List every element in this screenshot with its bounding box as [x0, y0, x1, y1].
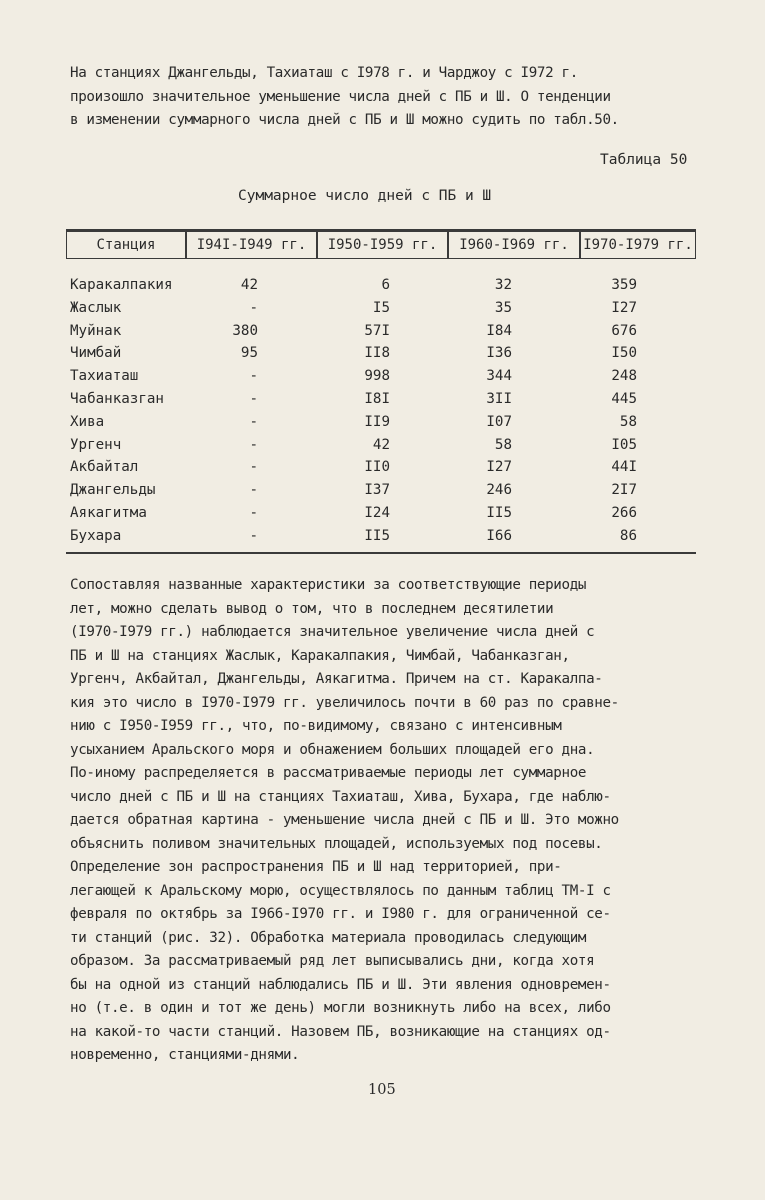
header-period-1960: I960-I969 гг. — [448, 231, 580, 259]
value-1941-cell: - — [249, 459, 258, 476]
body-line: (I970-I979 гг.) наблюдается значительное увеличение числа дней с — [70, 624, 595, 640]
value-1970-cell: 44I — [611, 459, 637, 476]
value-1950-cell: 42 — [372, 436, 390, 453]
body-line: Определение зон распространения ПБ и Ш над территорией, при- — [70, 859, 562, 875]
value-1941-cell: - — [249, 436, 258, 453]
body-line: легающей к Аральскому морю, осуществлялось по данным таблиц ТМ-I с — [70, 882, 611, 899]
table-caption: Таблица 50 — [600, 152, 688, 168]
station-name-cell: Жаслык — [70, 299, 122, 316]
station-name-cell: Акбайтал — [70, 459, 139, 476]
value-1941-cell: - — [249, 413, 258, 430]
value-1941-cell: - — [249, 505, 258, 521]
body-line: Сопоставляя названные характеристики за соответствующие периоды — [70, 577, 587, 593]
table-row — [70, 459, 690, 482]
value-1950-cell: II0 — [364, 459, 390, 476]
value-1970-cell: 86 — [619, 527, 637, 544]
header-period-1970: I970-I979 гг. — [580, 231, 696, 259]
value-1950-cell: II8 — [364, 345, 390, 362]
station-name-cell: Тахиаташ — [70, 368, 139, 385]
table-row — [70, 277, 690, 300]
body-line: нию с I950-I959 гг., что, по-видимому, связано с интенсивным — [70, 718, 562, 734]
value-1950-cell: I8I — [364, 391, 390, 407]
station-name-cell: Чимбай — [70, 345, 122, 362]
value-1941-cell: - — [249, 299, 258, 316]
station-name-cell: Хива — [70, 413, 105, 430]
body-line: ПБ и Ш на станциях Жаслык, Каракалпакия, Чимбай, Чабанказган, — [70, 647, 570, 664]
value-1960-cell: 246 — [486, 482, 512, 499]
body-line: на какой-то части станций. Назовем ПБ, возникающие на станциях од- — [70, 1023, 611, 1040]
body-line: февраля по октябрь за I966-I970 гг. и I980 г. для ограниченной се- — [70, 906, 611, 922]
body-line: дается обратная картина - уменьшение числа дней с ПБ и Ш. Это можно — [70, 812, 619, 828]
body-line: Ургенч, Акбайтал, Джангельды, Аякагитма. Причем на ст. Каракалпа- — [70, 671, 603, 687]
value-1941-cell: 42 — [240, 277, 258, 293]
body-line: объяснить поливом значительных площадей, используемых под посевы. — [70, 835, 603, 852]
value-1970-cell: 359 — [611, 277, 637, 293]
body-line: По-иному распределяется в рассматриваемые периоды лет суммарное — [70, 765, 587, 781]
value-1941-cell: - — [249, 391, 258, 407]
body-line: усыханием Аральского моря и обнажением больших площадей его дна. — [70, 741, 595, 758]
body-line: кия это число в I970-I979 гг. увеличилось почти в 60 раз по сравне- — [70, 694, 619, 711]
value-1960-cell: 32 — [494, 277, 512, 293]
value-1970-cell: I05 — [611, 436, 637, 453]
header-period-1941: I94I-I949 гг. — [186, 231, 317, 259]
value-1941-cell: 380 — [232, 322, 258, 339]
value-1950-cell: I5 — [372, 299, 390, 316]
station-name-cell: Ургенч — [70, 436, 122, 453]
value-1950-cell: 6 — [381, 277, 390, 293]
station-name-cell: Чабанказган — [70, 391, 164, 407]
table-row — [70, 323, 690, 346]
table-row — [70, 414, 690, 437]
table-row — [70, 391, 690, 414]
value-1970-cell: I27 — [611, 299, 637, 316]
station-name-cell: Каракалпакия — [70, 277, 173, 293]
value-1970-cell: 58 — [619, 413, 637, 430]
station-name-cell: Муйнак — [70, 322, 122, 339]
value-1960-cell: I27 — [486, 459, 512, 476]
value-1941-cell: 95 — [240, 345, 258, 362]
station-name-cell: Бухара — [70, 527, 122, 544]
value-1960-cell: 344 — [486, 368, 512, 385]
value-1960-cell: 35 — [494, 299, 512, 316]
intro-line: в изменении суммарного числа дней с ПБ и Ш можно судить по табл.50. — [70, 112, 619, 128]
table-row — [70, 345, 690, 368]
table-bottom-rule — [66, 552, 696, 554]
value-1960-cell: I66 — [486, 527, 512, 544]
intro-line: На станциях Джангельды, Тахиаташ с I978 г. и Чарджоу с I972 г. — [70, 65, 578, 81]
table-title: Суммарное число дней с ПБ и Ш — [238, 188, 492, 204]
value-1950-cell: 998 — [364, 368, 390, 385]
value-1960-cell: I07 — [486, 413, 512, 430]
value-1970-cell: 676 — [611, 322, 637, 339]
value-1941-cell: - — [249, 482, 258, 499]
body-line: бы на одной из станций наблюдались ПБ и Ш. Эти явления одновремен- — [70, 976, 611, 993]
value-1970-cell: 2I7 — [611, 482, 637, 499]
value-1950-cell: 57I — [364, 322, 390, 339]
value-1950-cell: I37 — [364, 482, 390, 499]
value-1950-cell: II5 — [364, 527, 390, 544]
body-line: но (т.е. в один и тот же день) могли возникнуть либо на всех, либо — [70, 1000, 611, 1016]
page-number: 105 — [368, 1082, 396, 1098]
body-line: число дней с ПБ и Ш на станциях Тахиаташ, Хива, Бухара, где наблю- — [70, 788, 611, 805]
value-1941-cell: - — [249, 368, 258, 385]
station-name-cell: Джангельды — [70, 482, 156, 499]
value-1960-cell: I84 — [486, 322, 512, 339]
station-name-cell: Аякагитма — [70, 505, 147, 521]
table-row — [70, 437, 690, 460]
table-row — [70, 300, 690, 323]
body-line: новременно, станциями-днями. — [70, 1047, 300, 1063]
value-1960-cell: I36 — [486, 345, 512, 362]
value-1970-cell: 445 — [611, 391, 637, 407]
intro-line: произошло значительное уменьшение числа дней с ПБ и Ш. О тенденции — [70, 88, 611, 105]
value-1970-cell: I50 — [611, 345, 637, 362]
value-1960-cell: II5 — [486, 505, 512, 521]
header-period-1950: I950-I959 гг. — [317, 231, 448, 259]
table-row — [70, 505, 690, 528]
table-row — [70, 482, 690, 505]
value-1970-cell: 266 — [611, 505, 637, 521]
value-1950-cell: II9 — [364, 413, 390, 430]
table-row — [70, 368, 690, 391]
body-line: лет, можно сделать вывод о том, что в последнем десятилетии — [70, 600, 554, 617]
value-1941-cell: - — [249, 527, 258, 544]
value-1950-cell: I24 — [364, 505, 390, 521]
header-station: Станция — [66, 231, 186, 259]
table-row — [70, 528, 690, 551]
body-line: образом. За рассматриваемый ряд лет выписывались дни, когда хотя — [70, 953, 595, 969]
body-line: ти станций (рис. 32). Обработка материала проводилась следующим — [70, 929, 587, 946]
value-1960-cell: 3II — [486, 391, 512, 407]
value-1970-cell: 248 — [611, 368, 637, 385]
value-1960-cell: 58 — [494, 436, 512, 453]
